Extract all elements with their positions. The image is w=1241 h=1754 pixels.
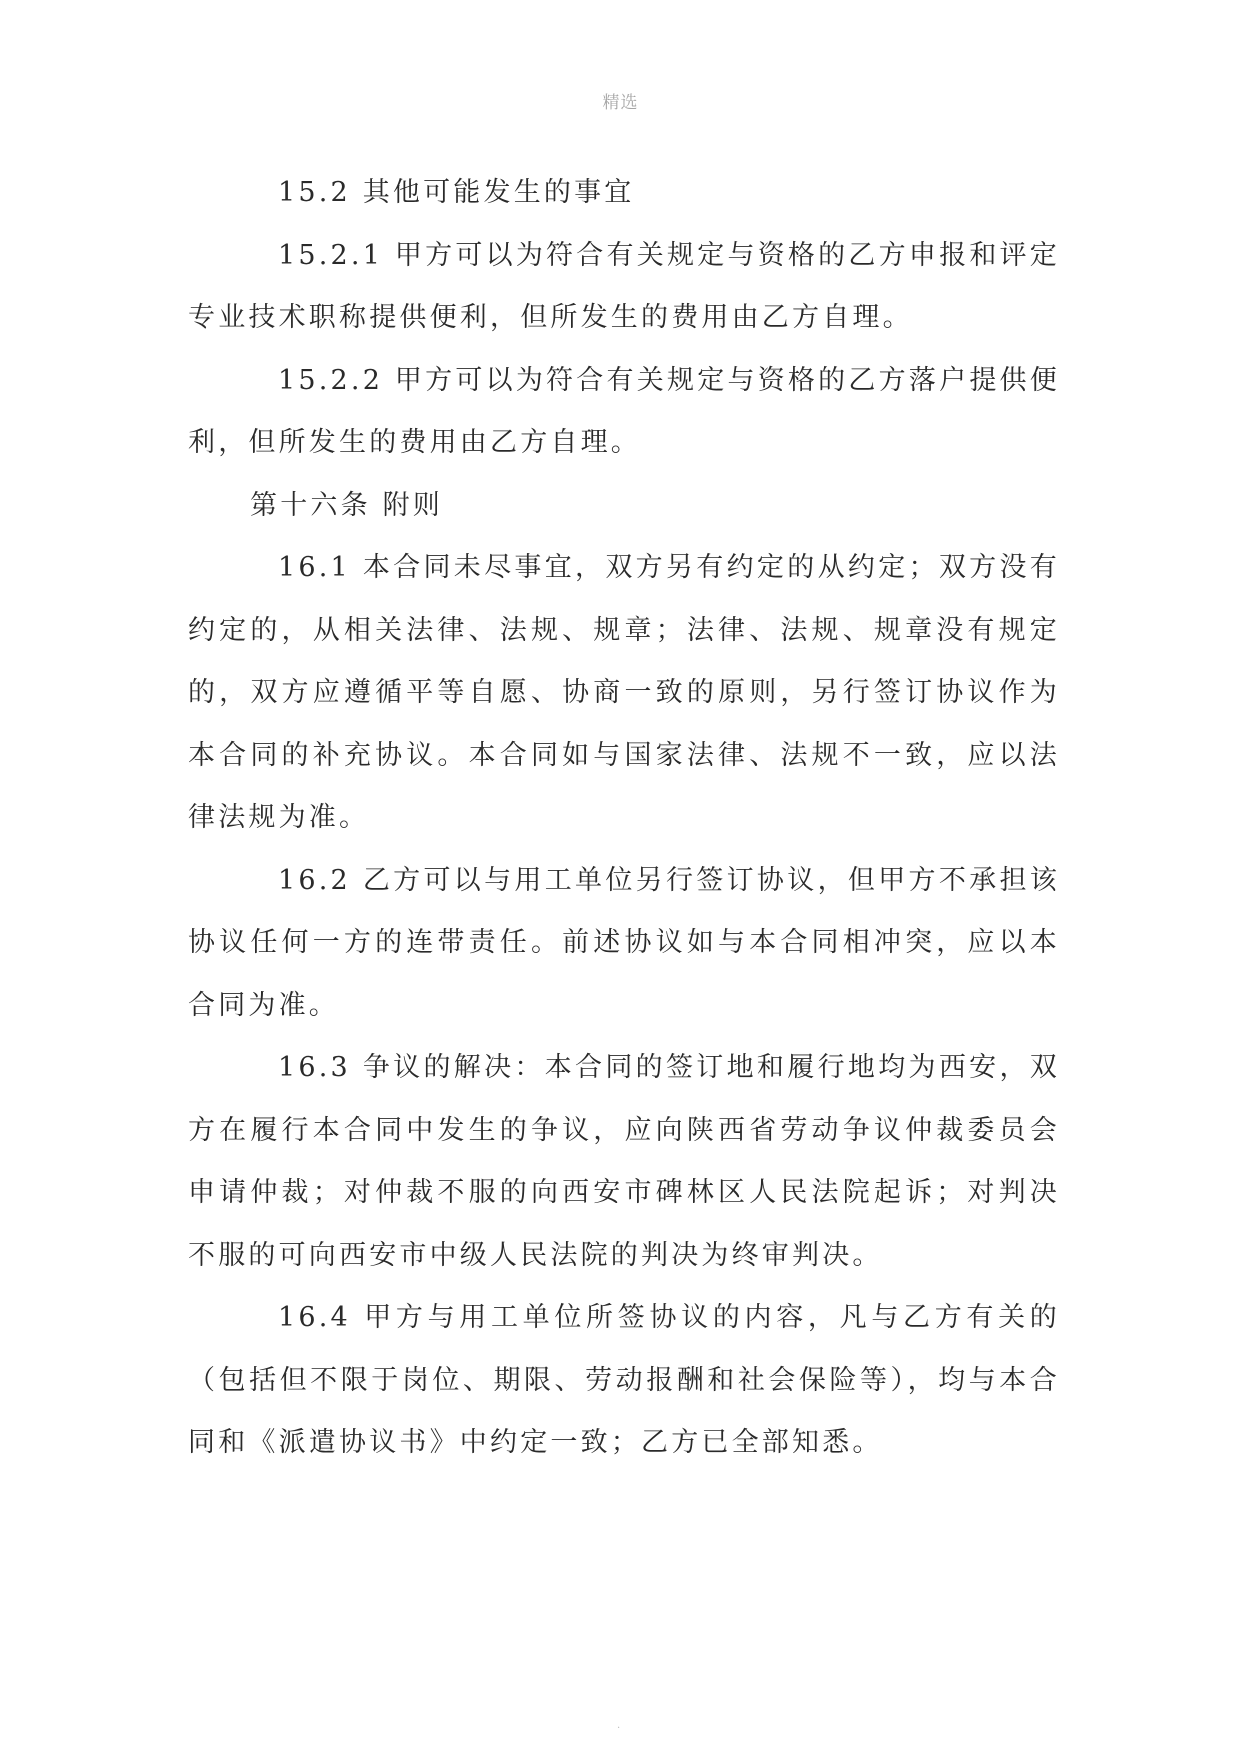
clause-15-2-1: 15.2.1 甲方可以为符合有关规定与资格的乙方申报和评定专业技术职称提供便利，但所发生的费用由乙方自理。 [188, 239, 1060, 333]
document-body [188, 162, 1060, 1475]
article-16-heading: 第十六条 附则 [250, 489, 443, 521]
footer-mark: . [617, 1720, 621, 1731]
clause-16-4: 16.4 甲方与用工单位所签协议的内容，凡与乙方有关的（包括但不限于岗位、期限、劳动报酬和社会保险等），均与本合同和《派遣协议书》中约定一致；乙方已全部知悉。 [188, 1302, 1060, 1458]
clause-16-2: 16.2 乙方可以与用工单位另行签订协议，但甲方不承担该协议任何一方的连带责任。前述协议如与本合同相冲突，应以本合同为准。 [188, 864, 1060, 1021]
clause-16-3: 16.3 争议的解决：本合同的签订地和履行地均为西安，双方在履行本合同中发生的争议，应向陕西省劳动争议仲裁委员会申请仲裁；对仲裁不服的向西安市碑林区人民法院起诉；对判决不服的可向西安市中级人民法院的判决为终审判决。 [188, 1052, 1060, 1271]
clause-16-1: 16.1 本合同未尽事宜，双方另有约定的从约定；双方没有约定的，从相关法律、法规、规章；法律、法规、规章没有规定的，双方应遵循平等自愿、协商一致的原则，另行签订协议作为本合同的补充协议。本合同如与国家法律、法规不一致，应以法律法规为准。 [188, 552, 1060, 833]
section-15-2-heading: 15.2 其他可能发生的事宜 [278, 177, 635, 208]
clause-15-2-2: 15.2.2 甲方可以为符合有关规定与资格的乙方落户提供便利，但所发生的费用由乙方自理。 [188, 364, 1060, 458]
page-header-label: 精选 [602, 93, 639, 113]
